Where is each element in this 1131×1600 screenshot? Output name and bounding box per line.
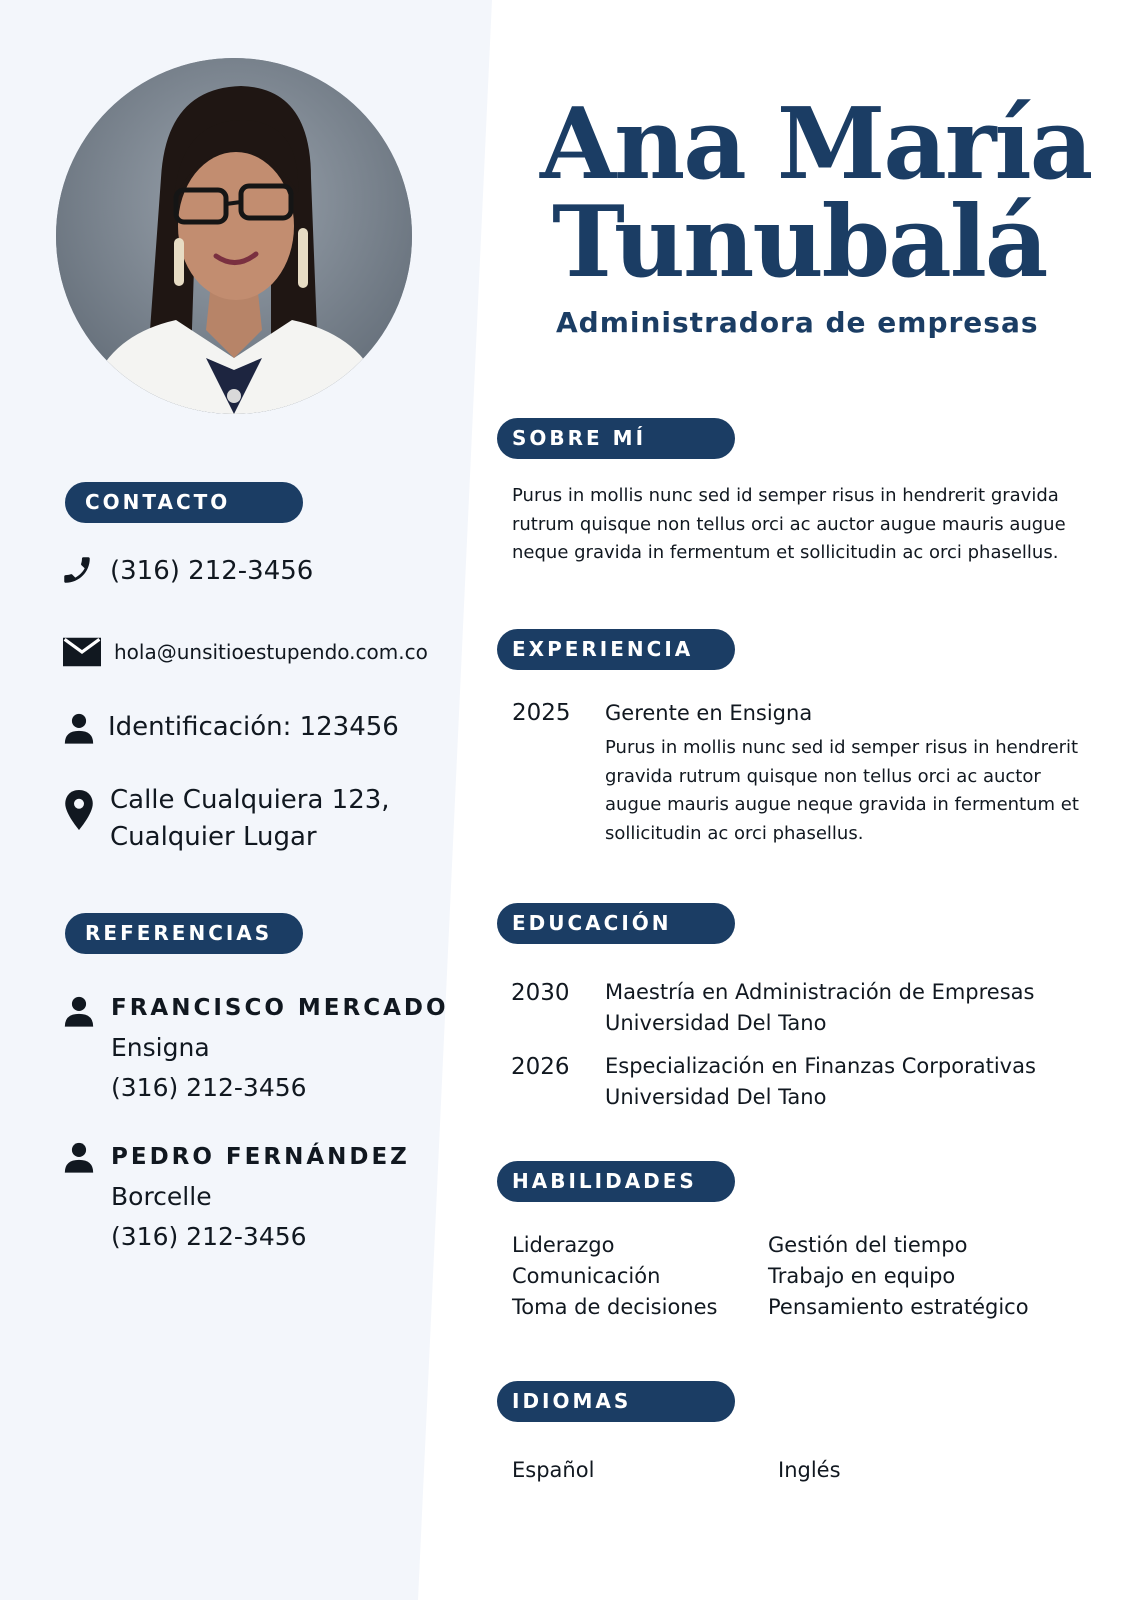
person-icon (62, 1140, 96, 1174)
about-line: neque gravida in fermentum et sollicitudin ac orci phasellus. (512, 542, 1059, 563)
phone-icon (60, 553, 94, 587)
experience-title: Gerente en Ensigna (605, 701, 813, 725)
reference-item (111, 1137, 410, 1257)
skills-heading: HABILIDADES (497, 1161, 735, 1202)
contact-address (110, 782, 390, 856)
education-entry (605, 1051, 1036, 1113)
education-entry (605, 977, 1034, 1039)
education-year: 2026 (511, 1054, 570, 1080)
skill-item: Comunicación (512, 1264, 661, 1288)
experience-heading: EXPERIENCIA (497, 629, 735, 670)
reference-company: Ensigna (111, 1033, 210, 1062)
reference-name: FRANCISCO MERCADO (111, 995, 449, 1021)
education-heading: EDUCACIÓN (497, 903, 735, 944)
contact-phone[interactable]: (316) 212-3456 (110, 556, 314, 586)
education-degree: Especialización en Finanzas Corporativas (605, 1054, 1036, 1078)
experience-year: 2025 (512, 700, 571, 726)
contact-identification: Identificación: 123456 (108, 712, 399, 742)
about-line: rutrum quisque non tellus orci ac auctor augue mauris augue (512, 513, 1066, 535)
reference-company: Borcelle (111, 1182, 212, 1211)
contact-heading: CONTACTO (65, 482, 303, 523)
education-degree: Maestría en Administración de Empresas (605, 980, 1035, 1004)
about-text (512, 482, 1112, 568)
experience-line: sollicitudin ac orci phasellus. (605, 822, 864, 844)
experience-description (605, 734, 1085, 848)
reference-item (111, 988, 449, 1108)
about-line: Purus in mollis nunc sed id semper risus in hendrerit gravida (512, 485, 1059, 506)
education-school: Universidad Del Tano (605, 1011, 827, 1035)
reference-phone[interactable]: (316) 212-3456 (111, 1073, 307, 1102)
experience-line: gravida rutrum quisque non tellus orci ac auctor (605, 765, 1041, 787)
location-pin-icon (62, 790, 96, 830)
skill-item: Pensamiento estratégico (768, 1295, 1029, 1319)
skills-column-1 (512, 1230, 717, 1323)
skill-item: Liderazgo (512, 1233, 615, 1257)
person-icon (62, 994, 96, 1028)
address-line-1: Calle Cualquiera 123, (110, 785, 390, 815)
references-heading: REFERENCIAS (65, 913, 303, 954)
applicant-name (540, 87, 1100, 300)
skill-item: Gestión del tiempo (768, 1233, 968, 1257)
education-year: 2030 (511, 980, 570, 1006)
name-first-line: Ana María (540, 87, 1092, 202)
language-item: Inglés (778, 1458, 841, 1482)
experience-line: Purus in mollis nunc sed id semper risus in hendrerit (605, 737, 1079, 758)
language-item: Español (512, 1458, 595, 1482)
person-icon (62, 711, 96, 745)
skill-item: Trabajo en equipo (768, 1264, 956, 1288)
contact-email[interactable]: hola@unsitioestupendo.com.co (114, 640, 428, 664)
email-icon (63, 637, 101, 667)
name-second-line: Tunubalá (552, 185, 1047, 300)
reference-name: PEDRO FERNÁNDEZ (111, 1144, 410, 1170)
address-line-2: Cualquier Lugar (110, 822, 317, 852)
about-heading: SOBRE MÍ (497, 418, 735, 459)
job-title: Administradora de empresas (556, 306, 1039, 339)
profile-photo (56, 58, 412, 414)
experience-line: augue mauris augue neque gravida in fermentum et (605, 794, 1079, 815)
skills-column-2 (768, 1230, 1029, 1323)
reference-phone[interactable]: (316) 212-3456 (111, 1222, 307, 1251)
education-school: Universidad Del Tano (605, 1085, 827, 1109)
skill-item: Toma de decisiones (512, 1295, 718, 1319)
languages-heading: IDIOMAS (497, 1381, 735, 1422)
